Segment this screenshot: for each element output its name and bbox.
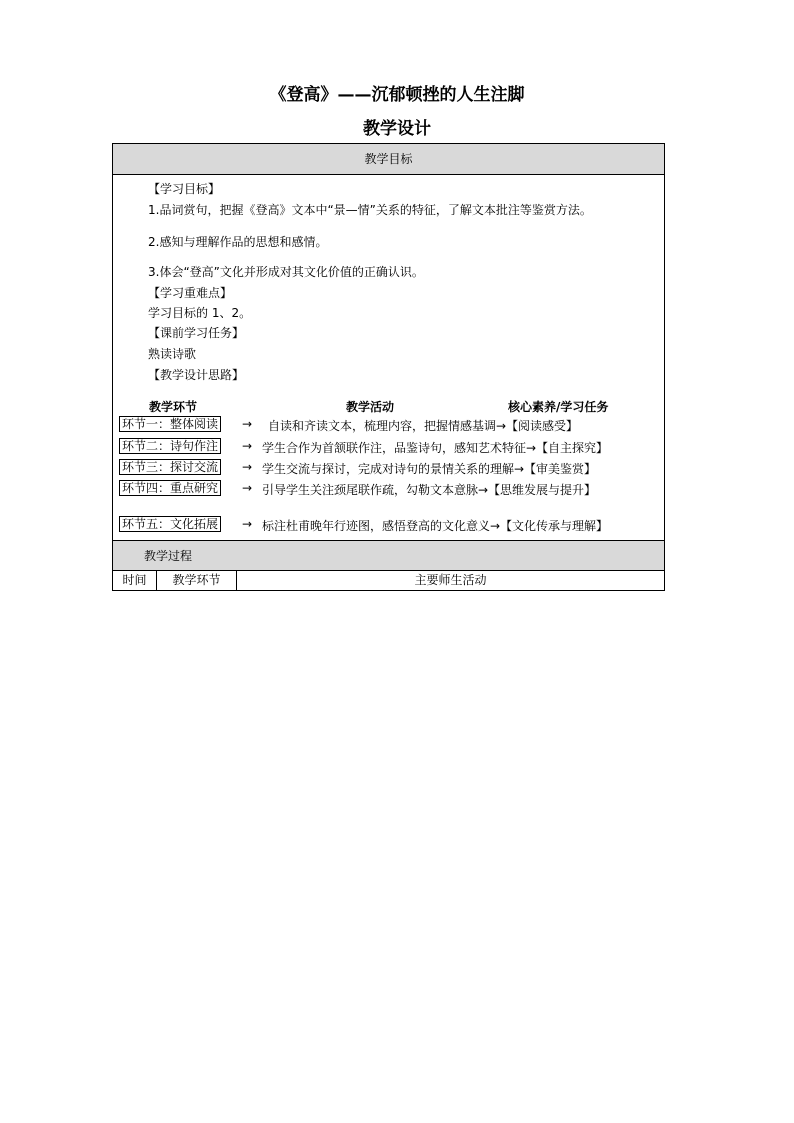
process-column-row (113, 571, 664, 590)
phase-1-box: 环节一：整体阅读 (119, 416, 221, 432)
phase-2-activity: 学生合作为首颔联作注，品鉴诗句，感知艺术特征→【自主探究】 (262, 441, 609, 455)
goal-item-3: 3.体会“登高”文化并形成对其文化价值的正确认识。 (148, 265, 424, 279)
phase-3-box: 环节三：探讨交流 (119, 459, 221, 475)
goal-item-2: 2.感知与理解作品的思想和感情。 (148, 235, 328, 249)
focus-heading: 【学习重难点】 (148, 286, 233, 300)
goal-item-1: 1.品词赏句，把握《登高》文本中“景—情”关系的特征，了解文本批注等鉴赏方法。 (148, 203, 592, 217)
pre-task-text: 熟读诗歌 (148, 347, 197, 361)
phase-3-arrow: → (242, 460, 253, 474)
phase-column-title: 教学环节 (149, 400, 198, 414)
literacy-column-title: 核心素养/学习任务 (508, 400, 609, 414)
phase-5-arrow: → (242, 517, 253, 531)
activity-column-header: 主要师生活动 (414, 573, 487, 587)
phase-2-arrow: → (242, 439, 253, 453)
phase-1-arrow: → (242, 417, 253, 431)
document-subtitle: 教学设计 (363, 119, 431, 139)
goals-header: 教学目标 (113, 144, 664, 175)
phase-2-box: 环节二：诗句作注 (119, 438, 221, 454)
document-title: 《登高》——沉郁顿挫的人生注脚 (269, 85, 525, 105)
phase-4-arrow: → (242, 481, 253, 495)
pre-task-heading: 【课前学习任务】 (148, 326, 245, 340)
phase-5-box: 环节五：文化拓展 (119, 516, 221, 532)
phase-5-activity: 标注杜甫晚年行迹图，感悟登高的文化意义→【文化传承与理解】 (262, 519, 609, 533)
phase-4-activity: 引导学生关注颈尾联作疏，勾勒文本意脉→【思维发展与提升】 (262, 483, 597, 497)
phase-1-activity: 自读和齐读文本，梳理内容，把握情感基调→【阅读感受】 (268, 419, 579, 433)
phase-4-box: 环节四：重点研究 (119, 480, 221, 496)
focus-text: 学习目标的 1、2。 (148, 306, 252, 320)
time-column-header: 时间 (113, 571, 157, 590)
learning-goals-heading: 【学习目标】 (148, 182, 221, 196)
phase-column-header: 教学环节 (157, 571, 237, 590)
phase-3-activity: 学生交流与探讨，完成对诗句的景情关系的理解→【审美鉴赏】 (262, 462, 597, 476)
design-heading: 【教学设计思路】 (148, 368, 245, 382)
process-header: 教学过程 (113, 540, 664, 571)
activity-column-title: 教学活动 (346, 400, 395, 414)
